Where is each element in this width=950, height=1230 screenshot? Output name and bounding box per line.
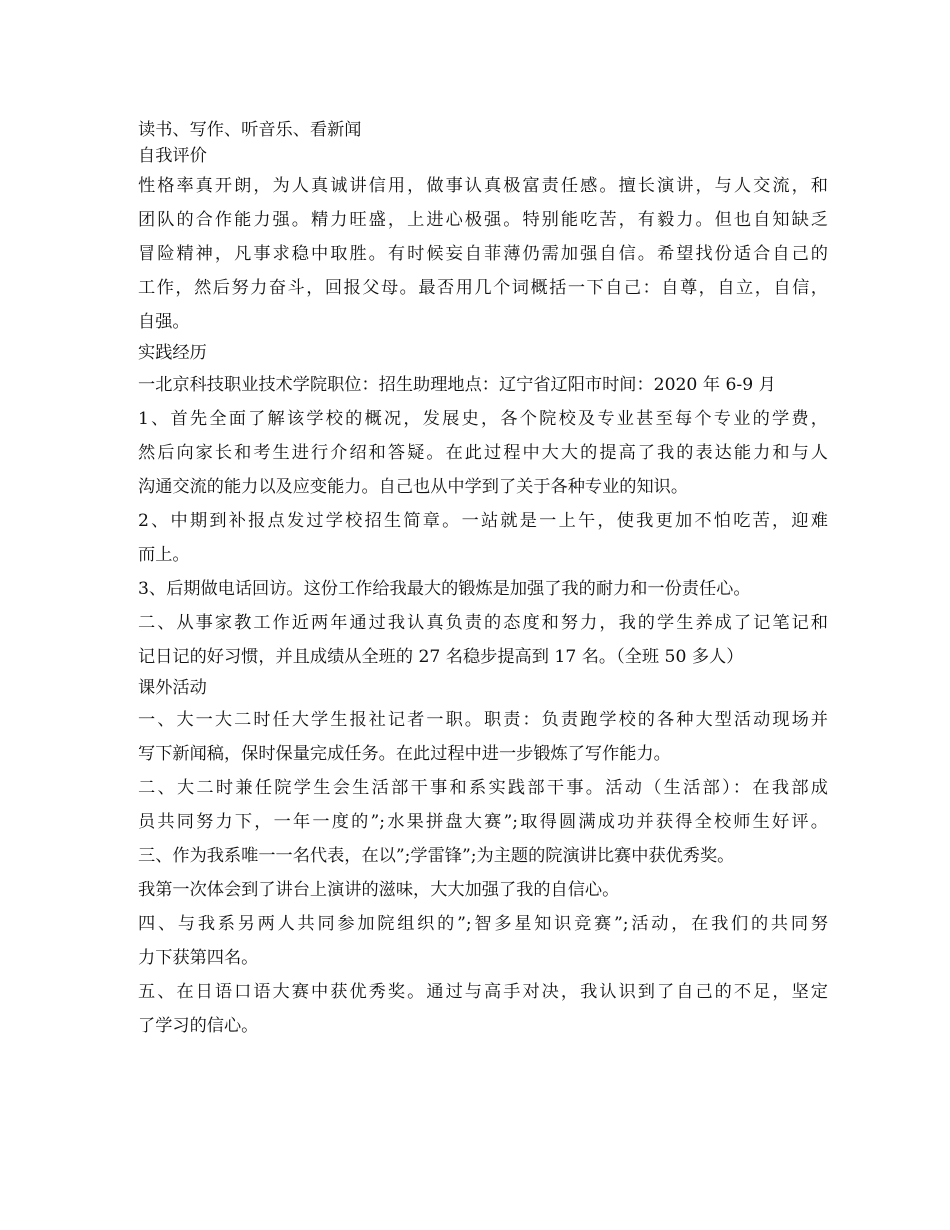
- activities-line: 二、大二时兼任院学生会生活部干事和系实践部干事。活动（生活部）：在我部成: [138, 778, 828, 798]
- activities-line: 一、大一大二时任大学生报社记者一职。职责：负责跑学校的各种大型活动现场并: [138, 710, 828, 730]
- practice-line: 沟通交流的能力以及应变能力。自己也从中学到了关于各种专业的知识。: [138, 477, 689, 497]
- practice-line: 一北京科技职业技术学院职位：招生助理地点：辽宁省辽阳市时间：2020 年 6-9 月: [138, 375, 776, 395]
- hobbies-line: 读书、写作、听音乐、看新闻: [138, 120, 362, 140]
- activities-line: 我第一次体会到了讲台上演讲的滋味，大大加强了我的自信心。: [138, 880, 620, 900]
- practice-line: 然后向家长和考生进行介绍和答疑。在此过程中大大的提高了我的表达能力和与人: [138, 443, 828, 463]
- self-evaluation-line: 工作，然后努力奋斗，回报父母。最否用几个词概括一下自己：自尊，自立，自信，: [138, 278, 828, 298]
- self-evaluation-line: 自强。: [138, 312, 190, 332]
- self-evaluation-line: 冒险精神，凡事求稳中取胜。有时候妄自菲薄仍需加强自信。希望找份适合自己的: [138, 244, 828, 264]
- activities-line: 写下新闻稿，保时保量完成任务。在此过程中进一步锻炼了写作能力。: [138, 744, 671, 764]
- activities-line: 五、在日语口语大赛中获优秀奖。通过与高手对决，我认识到了自己的不足，坚定: [138, 982, 828, 1002]
- practice-heading: 实践经历: [138, 343, 207, 363]
- self-evaluation-line: 团队的合作能力强。精力旺盛，上进心极强。特别能吃苦，有毅力。但也自知缺乏: [138, 210, 828, 230]
- practice-line: 而上。: [138, 545, 190, 565]
- practice-line: 二、从事家教工作近两年通过我认真负责的态度和努力，我的学生养成了记笔记和: [138, 613, 828, 633]
- self-evaluation-line: 性格率真开朗，为人真诚讲信用，做事认真极富责任感。擅长演讲，与人交流，和: [138, 176, 828, 196]
- activities-line: 三、作为我系唯一一名代表，在以”;学雷锋”;为主题的院演讲比赛中获优秀奖。: [138, 846, 735, 866]
- activities-heading: 课外活动: [138, 678, 207, 698]
- activities-line: 力下获第四名。: [138, 948, 259, 968]
- activities-line: 了学习的信心。: [138, 1016, 259, 1036]
- practice-line: 1、首先全面了解该学校的概况，发展史，各个院校及专业甚至每个专业的学费，: [138, 409, 828, 429]
- practice-line: 记日记的好习惯，并且成绩从全班的 27 名稳步提高到 17 名。（全班 50 多人）: [138, 647, 744, 667]
- activities-line: 四、与我系另两人共同参加院组织的”;智多星知识竞赛”;活动，在我们的共同努: [138, 914, 828, 934]
- practice-line: 2、中期到补报点发过学校招生简章。一站就是一上午，使我更加不怕吃苦，迎难: [138, 511, 828, 531]
- practice-line: 3、后期做电话回访。这份工作给我最大的锻炼是加强了我的耐力和一份责任心。: [138, 579, 751, 599]
- resume-page: [138, 117, 828, 1043]
- activities-line: 员共同努力下，一年一度的”;水果拼盘大赛”;取得圆满成功并获得全校师生好评。: [138, 812, 828, 832]
- self-evaluation-heading: 自我评价: [138, 146, 207, 166]
